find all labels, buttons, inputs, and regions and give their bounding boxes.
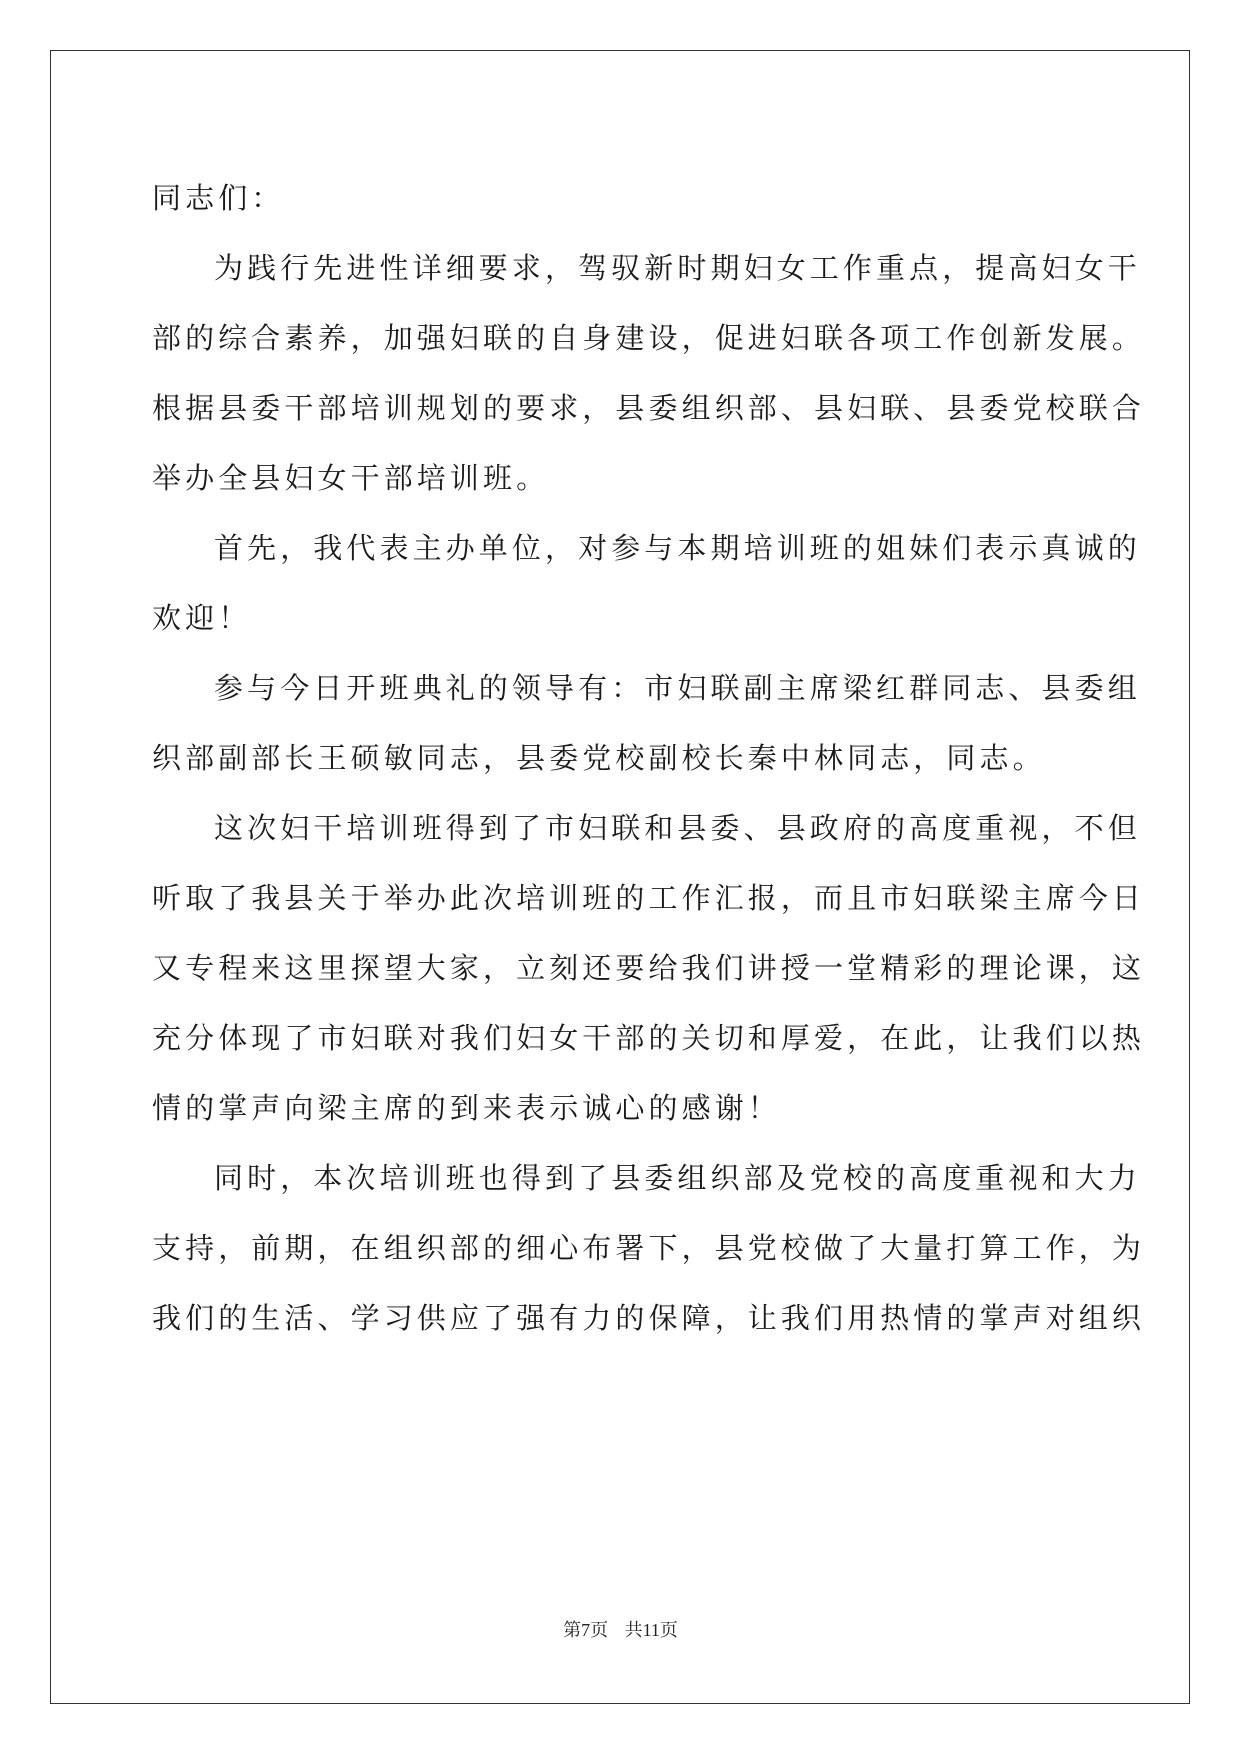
text-line: 欢迎！	[152, 601, 252, 635]
page-number: 第7页	[563, 1620, 609, 1640]
document-body	[152, 163, 1146, 1353]
text-line: 根据县委干部培训规划的要求，县委组织部、县妇联、县委党校联合	[152, 391, 1146, 425]
paragraph-3	[152, 653, 1141, 793]
text-line: 举办全县妇女干部培训班。	[152, 461, 550, 495]
text-line: 织部副部长王硕敏同志，县委党校副校长秦中林同志，同志。	[152, 741, 1046, 775]
text-line: 部的综合素养，加强妇联的自身建设，促进妇联各项工作创新发展。	[152, 321, 1146, 355]
text-line: 支持，前期，在组织部的细心布署下，县党校做了大量打算工作，为	[152, 1231, 1146, 1265]
text-line: 情的掌声向梁主席的到来表示诚心的感谢！	[152, 1091, 781, 1125]
text-line: 又专程来这里探望大家，立刻还要给我们讲授一堂精彩的理论课，这	[152, 951, 1146, 985]
text-line: 同时，本次培训班也得到了县委组织部及党校的高度重视和大力	[214, 1161, 1141, 1195]
text-line: 我们的生活、学习供应了强有力的保障，让我们用热情的掌声对组织	[152, 1301, 1146, 1335]
text-line: 充分体现了市妇联对我们妇女干部的关切和厚爱，在此，让我们以热	[152, 1021, 1146, 1055]
text-line: 首先，我代表主办单位，对参与本期培训班的姐妹们表示真诚的	[214, 531, 1141, 565]
page-total: 共11页	[624, 1620, 678, 1640]
text-line: 参与今日开班典礼的领导有：市妇联副主席梁红群同志、县委组	[214, 671, 1141, 705]
paragraph-2	[152, 513, 1141, 653]
text-line: 这次妇干培训班得到了市妇联和县委、县政府的高度重视，不但	[214, 811, 1141, 845]
text-line: 听取了我县关于举办此次培训班的工作汇报，而且市妇联梁主席今日	[152, 881, 1146, 915]
paragraph-4	[152, 793, 1146, 1143]
salutation: 同志们：	[152, 181, 285, 215]
text-line: 为践行先进性详细要求，驾驭新时期妇女工作重点，提高妇女干	[214, 251, 1141, 285]
page-footer	[0, 1616, 1241, 1642]
paragraph-5	[152, 1143, 1146, 1353]
paragraph-1	[152, 233, 1146, 513]
